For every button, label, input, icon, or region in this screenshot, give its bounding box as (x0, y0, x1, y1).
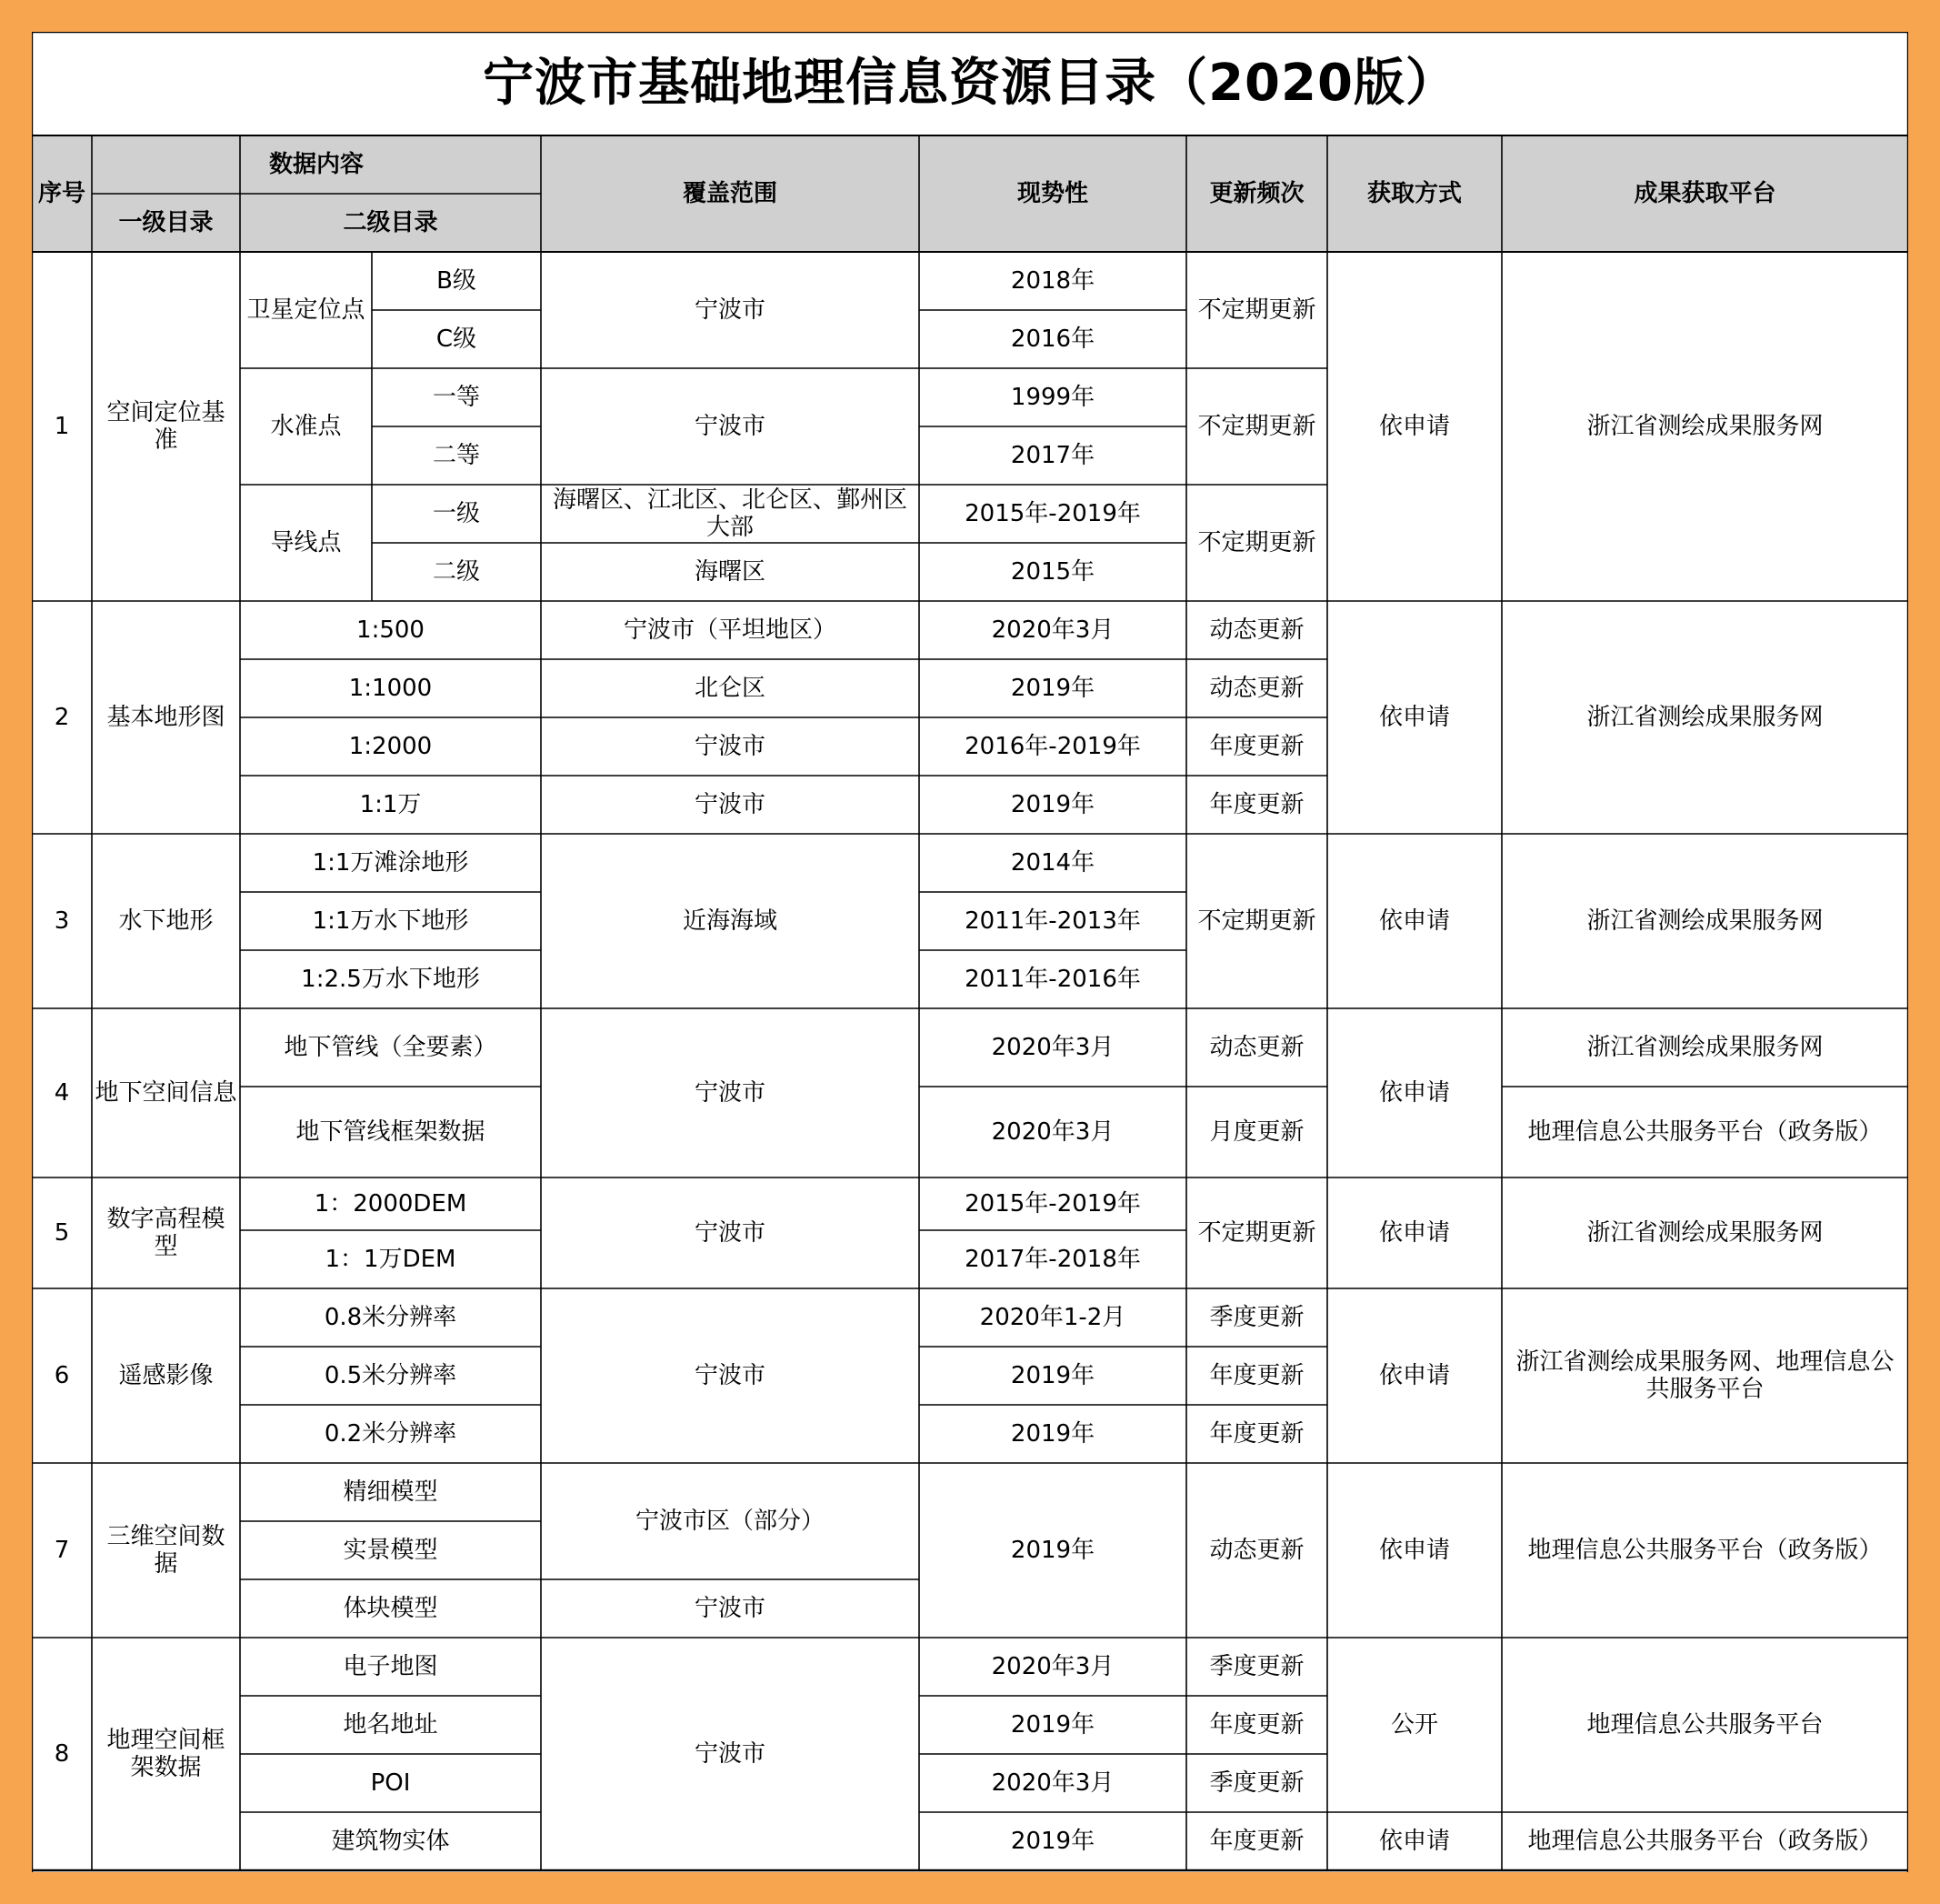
item-cell: 1:1万滩涂地形 (312, 849, 469, 877)
update-frequency-cell: 年度更新 (1209, 1420, 1305, 1448)
coverage-cell: 宁波市 (694, 1595, 765, 1622)
level1-cell: 遥感影像 (118, 1362, 214, 1389)
update-frequency-cell: 季度更新 (1209, 1304, 1305, 1331)
currency-cell: 2016年 (1010, 326, 1095, 353)
currency-cell: 2015年-2019年 (965, 500, 1141, 527)
header-level1: 一级目录 (118, 209, 214, 236)
level1-cell: 基本地形图 (106, 704, 225, 731)
currency-cell: 2020年1-2月 (979, 1304, 1126, 1331)
currency-cell: 2019年 (1010, 675, 1095, 702)
seq-cell: 1 (54, 413, 70, 440)
item-cell: C级 (435, 326, 477, 353)
coverage-cell: 宁波市区（部分） (635, 1508, 825, 1535)
item-cell: 1:1万水下地形 (312, 907, 469, 935)
coverage-cell: 北仑区 (694, 675, 765, 702)
item-cell: 0.5米分辨率 (324, 1362, 457, 1389)
header-access-method: 获取方式 (1366, 180, 1462, 207)
update-frequency-cell: 年度更新 (1209, 1828, 1305, 1855)
item-cell: 精细模型 (343, 1478, 438, 1506)
currency-cell: 2015年-2019年 (965, 1190, 1141, 1218)
update-frequency-cell: 不定期更新 (1197, 529, 1316, 556)
coverage-cell: 宁波市 (694, 296, 765, 324)
platform-cell: 浙江省测绘成果服务网 (1586, 1034, 1824, 1061)
currency-cell: 2018年 (1010, 267, 1095, 295)
subgroup-cell: 水准点 (270, 413, 342, 440)
subgroup-cell: 导线点 (270, 529, 342, 556)
subgroup-cell: 卫星定位点 (246, 296, 365, 324)
update-frequency-cell: 不定期更新 (1197, 413, 1316, 440)
item-cell: 二级 (432, 558, 480, 586)
currency-cell: 2019年 (1010, 1362, 1095, 1389)
seq-cell: 6 (54, 1362, 70, 1389)
coverage-cell: 宁波市 (694, 413, 765, 440)
level1-cell: 空间定位基准 (106, 399, 225, 454)
platform-cell: 地理信息公共服务平台 (1586, 1711, 1824, 1739)
seq-cell: 8 (54, 1740, 70, 1768)
header-data-content: 数据内容 (268, 151, 364, 178)
header-seq: 序号 (37, 180, 85, 207)
seq-cell: 7 (54, 1537, 70, 1564)
currency-cell: 2020年3月 (991, 1653, 1115, 1680)
item-cell: 1：2000DEM (314, 1190, 467, 1218)
currency-cell: 2011年-2013年 (965, 907, 1141, 935)
access-method-cell: 依申请 (1378, 1219, 1450, 1247)
update-frequency-cell: 年度更新 (1209, 733, 1305, 760)
update-frequency-cell: 不定期更新 (1197, 296, 1316, 324)
item-cell: 一级 (432, 500, 480, 527)
item-cell: 体块模型 (343, 1595, 438, 1622)
currency-cell: 2016年-2019年 (965, 733, 1141, 760)
catalog-sheet (32, 32, 1908, 1872)
item-cell: 1:1000 (348, 675, 433, 702)
update-frequency-cell: 月度更新 (1209, 1118, 1305, 1146)
item-cell: B级 (436, 267, 476, 295)
currency-cell: 2019年 (1010, 1828, 1095, 1855)
item-cell: 0.8米分辨率 (324, 1304, 457, 1331)
item-cell: POI (370, 1769, 411, 1797)
level1-cell: 数字高程模型 (106, 1206, 225, 1260)
coverage-cell: 宁波市（平坦地区） (623, 616, 836, 644)
currency-cell: 1999年 (1010, 384, 1095, 411)
update-frequency-cell: 年度更新 (1209, 791, 1305, 818)
coverage-cell: 宁波市 (694, 1079, 765, 1107)
access-method-cell: 依申请 (1378, 1079, 1450, 1107)
update-frequency-cell: 动态更新 (1209, 616, 1305, 644)
update-frequency-cell: 动态更新 (1209, 1034, 1305, 1061)
platform-cell: 浙江省测绘成果服务网 (1586, 1219, 1824, 1247)
access-method-cell: 依申请 (1378, 1828, 1450, 1855)
header-platform: 成果获取平台 (1634, 180, 1776, 207)
platform-cell: 浙江省测绘成果服务网、地理信息公共服务平台 (1515, 1348, 1895, 1403)
coverage-cell: 宁波市 (694, 1219, 765, 1247)
update-frequency-cell: 不定期更新 (1197, 1219, 1316, 1247)
coverage-cell: 近海海域 (682, 907, 777, 935)
access-method-cell: 依申请 (1378, 1537, 1450, 1564)
access-method-cell: 依申请 (1378, 907, 1450, 935)
coverage-cell: 宁波市 (694, 1740, 765, 1768)
item-cell: 1:1万 (359, 791, 422, 818)
access-method-cell: 依申请 (1378, 413, 1450, 440)
currency-cell: 2015年 (1010, 558, 1095, 586)
currency-cell: 2020年3月 (991, 1769, 1115, 1797)
seq-cell: 3 (54, 907, 70, 935)
item-cell: 一等 (432, 384, 480, 411)
update-frequency-cell: 动态更新 (1209, 675, 1305, 702)
access-method-cell: 公开 (1390, 1711, 1438, 1739)
seq-cell: 5 (54, 1219, 70, 1247)
update-frequency-cell: 年度更新 (1209, 1711, 1305, 1739)
page-title: 宁波市基础地理信息资源目录（2020版） (483, 54, 1457, 113)
item-cell: 实景模型 (343, 1537, 438, 1564)
currency-cell: 2019年 (1010, 791, 1095, 818)
platform-cell: 浙江省测绘成果服务网 (1586, 704, 1824, 731)
access-method-cell: 依申请 (1378, 1362, 1450, 1389)
update-frequency-cell: 季度更新 (1209, 1769, 1305, 1797)
seq-cell: 2 (54, 704, 70, 731)
item-cell: 1:2.5万水下地形 (301, 966, 480, 993)
item-cell: 1:2000 (348, 733, 433, 760)
header-coverage: 覆盖范围 (682, 180, 777, 207)
coverage-cell: 海曙区 (694, 558, 765, 586)
currency-cell: 2019年 (1010, 1537, 1095, 1564)
currency-cell: 2014年 (1010, 849, 1095, 877)
level1-cell: 三维空间数据 (106, 1523, 225, 1578)
level1-cell: 地下空间信息 (95, 1079, 237, 1107)
level1-cell: 水下地形 (118, 907, 214, 935)
update-frequency-cell: 年度更新 (1209, 1362, 1305, 1389)
access-method-cell: 依申请 (1378, 704, 1450, 731)
platform-cell: 浙江省测绘成果服务网 (1586, 907, 1824, 935)
currency-cell: 2020年3月 (991, 1118, 1115, 1146)
update-frequency-cell: 动态更新 (1209, 1537, 1305, 1564)
platform-cell: 地理信息公共服务平台（政务版） (1527, 1118, 1883, 1146)
coverage-cell: 宁波市 (694, 1362, 765, 1389)
coverage-cell: 宁波市 (694, 733, 765, 760)
currency-cell: 2019年 (1010, 1711, 1095, 1739)
header-update-frequency: 更新频次 (1209, 180, 1305, 207)
header-level2: 二级目录 (343, 209, 438, 236)
update-frequency-cell: 不定期更新 (1197, 907, 1316, 935)
currency-cell: 2011年-2016年 (965, 966, 1141, 993)
item-cell: 建筑物实体 (331, 1828, 450, 1855)
item-cell: 二等 (432, 442, 480, 469)
currency-cell: 2020年3月 (991, 1034, 1115, 1061)
header-currency: 现势性 (1016, 180, 1088, 207)
currency-cell: 2019年 (1010, 1420, 1095, 1448)
platform-cell: 地理信息公共服务平台（政务版） (1527, 1828, 1883, 1855)
seq-cell: 4 (54, 1079, 70, 1107)
item-cell: 1:500 (356, 616, 425, 644)
item-cell: 1：1万DEM (325, 1246, 456, 1273)
level1-cell: 地理空间框架数据 (106, 1727, 225, 1781)
currency-cell: 2020年3月 (991, 616, 1115, 644)
item-cell: 地名地址 (343, 1711, 438, 1739)
update-frequency-cell: 季度更新 (1209, 1653, 1305, 1680)
item-cell: 0.2米分辨率 (324, 1420, 457, 1448)
item-cell: 地下管线框架数据 (295, 1118, 485, 1146)
currency-cell: 2017年-2018年 (965, 1246, 1141, 1273)
coverage-cell: 宁波市 (694, 791, 765, 818)
platform-cell: 地理信息公共服务平台（政务版） (1527, 1537, 1883, 1564)
item-cell: 地下管线（全要素） (284, 1034, 497, 1061)
coverage-cell: 海曙区、江北区、北仑区、鄞州区大部 (552, 486, 907, 541)
currency-cell: 2017年 (1010, 442, 1095, 469)
platform-cell: 浙江省测绘成果服务网 (1586, 413, 1824, 440)
item-cell: 电子地图 (343, 1653, 438, 1680)
